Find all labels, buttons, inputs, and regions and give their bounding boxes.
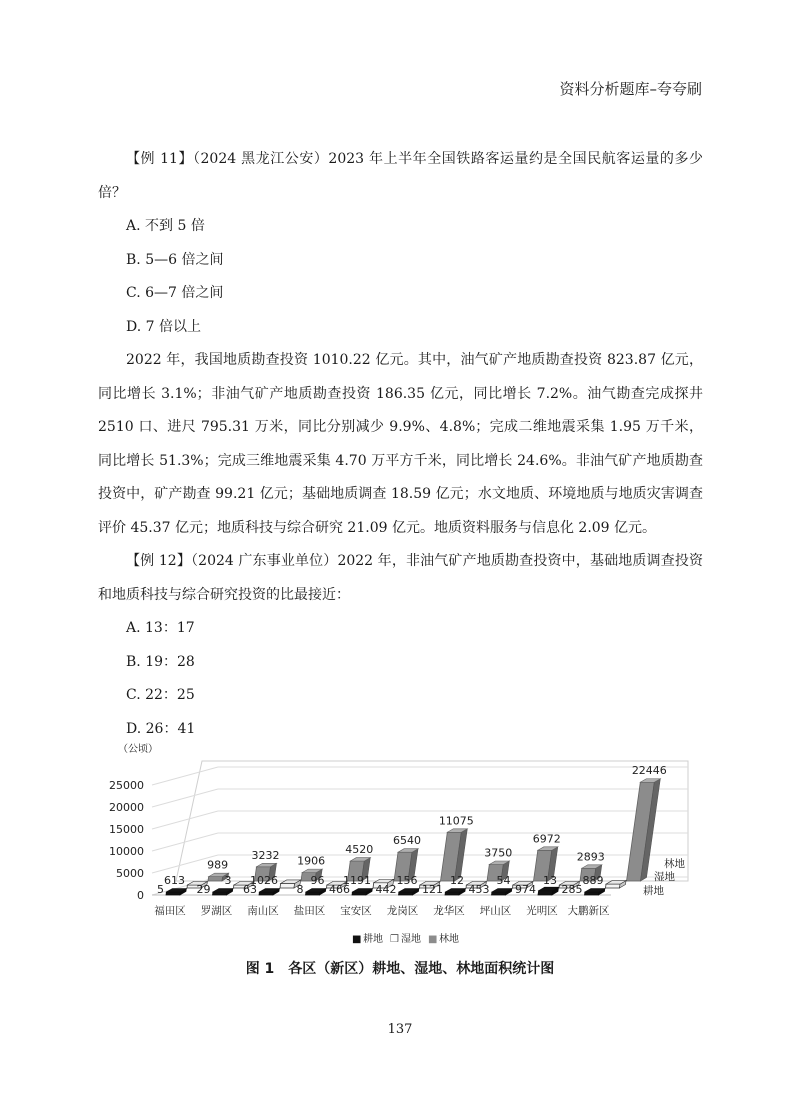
bar-value-label: 442 [375, 883, 397, 896]
q11-option-b: B. 5—6 倍之间 [126, 251, 224, 268]
legend-marker: ■ [428, 934, 438, 945]
page-number: 137 [387, 1022, 413, 1037]
bar-value-label: 466 [329, 883, 350, 896]
bar-value-label: 22446 [631, 764, 667, 778]
q12-option-c: C. 22：25 [126, 687, 195, 703]
chart-y-tick-label: 5000 [116, 867, 144, 880]
bar-value-label: 6540 [393, 834, 422, 848]
bar-value-label: 1906 [297, 854, 326, 868]
question-11-text: 【例 11】（2024 黑龙江公安）2023 年上半年全国铁路客运量约是全国民航客运量的多少倍？ [98, 151, 703, 201]
bar-耕地-龙岗区 [399, 892, 413, 895]
bar-湿地-大鹏新区 [606, 884, 621, 888]
chart-x-tick-label: 南山区 [247, 905, 279, 917]
bar-耕地-坪山区 [492, 892, 506, 895]
bar-value-label: 11075 [438, 814, 474, 828]
q12-option-b: B. 19：28 [126, 653, 195, 670]
bar-value-label: 13 [543, 874, 557, 887]
bar-value-label: 989 [207, 858, 229, 872]
chart-y-tick-label: 20000 [109, 801, 144, 814]
q12-option-d: D. 26：41 [126, 720, 196, 737]
bar-value-label: 285 [561, 883, 583, 896]
legend-label: 湿地 [401, 934, 421, 945]
chart-x-tick-label: 龙岗区 [386, 905, 419, 917]
q11-option-a: A. 不到 5 倍 [126, 218, 205, 234]
bar-value-label: 3750 [484, 846, 513, 860]
bar-value-label: 5 [157, 883, 164, 896]
bar-耕地-宝安区 [352, 892, 366, 895]
bar-value-label: 54 [496, 874, 511, 887]
chart-depth-label: 湿地 [654, 871, 675, 883]
chart-x-tick-label: 罗湖区 [200, 905, 233, 917]
chart-x-tick-label: 坪山区 [479, 905, 512, 917]
bar-value-label: 974 [515, 883, 536, 896]
bar-value-label: 4520 [345, 843, 374, 857]
chart-x-tick-label: 宝安区 [340, 905, 372, 917]
chart-unit-label: （公顷） [118, 744, 158, 755]
bar-耕地-南山区 [259, 892, 273, 895]
bar-耕地-光明区 [538, 891, 553, 895]
bar-耕地-大鹏新区 [585, 892, 599, 895]
legend-marker: ■ [352, 934, 362, 945]
chart-x-tick-label: 光明区 [526, 905, 558, 917]
bar-耕地-龙华区 [445, 892, 459, 895]
bar-value-label: 2893 [576, 850, 605, 864]
bar-value-label: 29 [196, 883, 211, 896]
area-chart-svg [98, 738, 708, 953]
bar-value-label: 156 [396, 874, 418, 887]
chart-back-wall [176, 761, 688, 881]
bar-value-label: 1191 [343, 874, 371, 887]
bar-value-label: 6972 [532, 832, 561, 846]
material-paragraph: 2022 年，我国地质勘查投资 1010.22 亿元。其中，油气矿产地质勘查投资 823.87 亿元，同比增长 3.1%；非油气矿产地质勘查投资 186.35 亿元，同比增长 7.2%。油气勘查完成探井 2510 口、进尺 795.31 万米，同比分别减少 9.9%、4.8%；完成二维地震采集 1.95 万千米，同比增长 51.3%；完成三维地震采集 4.70 万平方千米，同比增长 24.6%。非油气矿产地质勘查投资中，矿产勘查 99.21 亿元；基础地质调查 18.59 亿元；水文地质、环境地质与地质灾害调查评价 45.37 亿元；地质科技与综合研究 21.09 亿元。地质资料服务与信息化 2.09 亿元。 [98, 352, 703, 536]
bar-value-label: 12 [450, 874, 464, 887]
bar-耕地-罗湖区 [213, 892, 227, 895]
chart-x-tick-label: 龙华区 [433, 905, 465, 917]
bar-value-label: 121 [422, 883, 443, 896]
bar-value-label: 8 [296, 883, 304, 896]
legend-label: 耕地 [363, 934, 383, 945]
bar-value-label: 3 [224, 874, 232, 887]
bar-value-label: 3232 [251, 848, 280, 862]
question-12-text: 【例 12】（2024 广东事业单位）2022 年，非油气矿产地质勘查投资中，基础地质调查投资和地质科技与综合研究投资的比最接近： [98, 553, 703, 603]
chart-x-tick-label: 盐田区 [293, 905, 326, 917]
bar-value-label: 613 [164, 874, 185, 887]
chart-depth-label: 耕地 [643, 885, 664, 897]
bar-value-label: 63 [243, 883, 257, 896]
bar-林地-福田区 [208, 877, 223, 881]
bar-value-label: 453 [468, 883, 490, 896]
legend-label: 林地 [439, 934, 459, 945]
chart-x-tick-label: 大鹏新区 [567, 905, 610, 917]
legend-marker: ❒ [390, 934, 399, 945]
q11-option-d: D. 7 倍以上 [126, 318, 201, 335]
chart-y-tick-label: 25000 [109, 779, 144, 792]
bar-耕地-盐田区 [306, 892, 320, 895]
chart-y-tick-label: 10000 [109, 845, 144, 858]
chart-depth-label: 林地 [664, 858, 685, 870]
area-chart [98, 738, 708, 980]
chart-caption: 图 1 各区（新区）耕地、湿地、林地面积统计图 [245, 961, 555, 977]
bar-湿地-南山区 [280, 883, 295, 888]
chart-y-tick-label: 15000 [109, 823, 144, 836]
q12-option-a: A. 13：17 [126, 620, 195, 636]
chart-y-tick-label: 0 [137, 889, 144, 902]
chart-x-tick-label: 福田区 [154, 905, 186, 917]
bar-value-label: 96 [310, 874, 325, 887]
q11-option-c: C. 6—7 倍之间 [126, 285, 224, 301]
page-header-title: 资料分析题库–夸夸刷 [559, 80, 702, 98]
page-content [98, 143, 703, 746]
bar-value-label: 889 [582, 874, 604, 887]
bar-value-label: 1026 [250, 874, 278, 887]
bar-耕地-福田区 [166, 892, 180, 895]
